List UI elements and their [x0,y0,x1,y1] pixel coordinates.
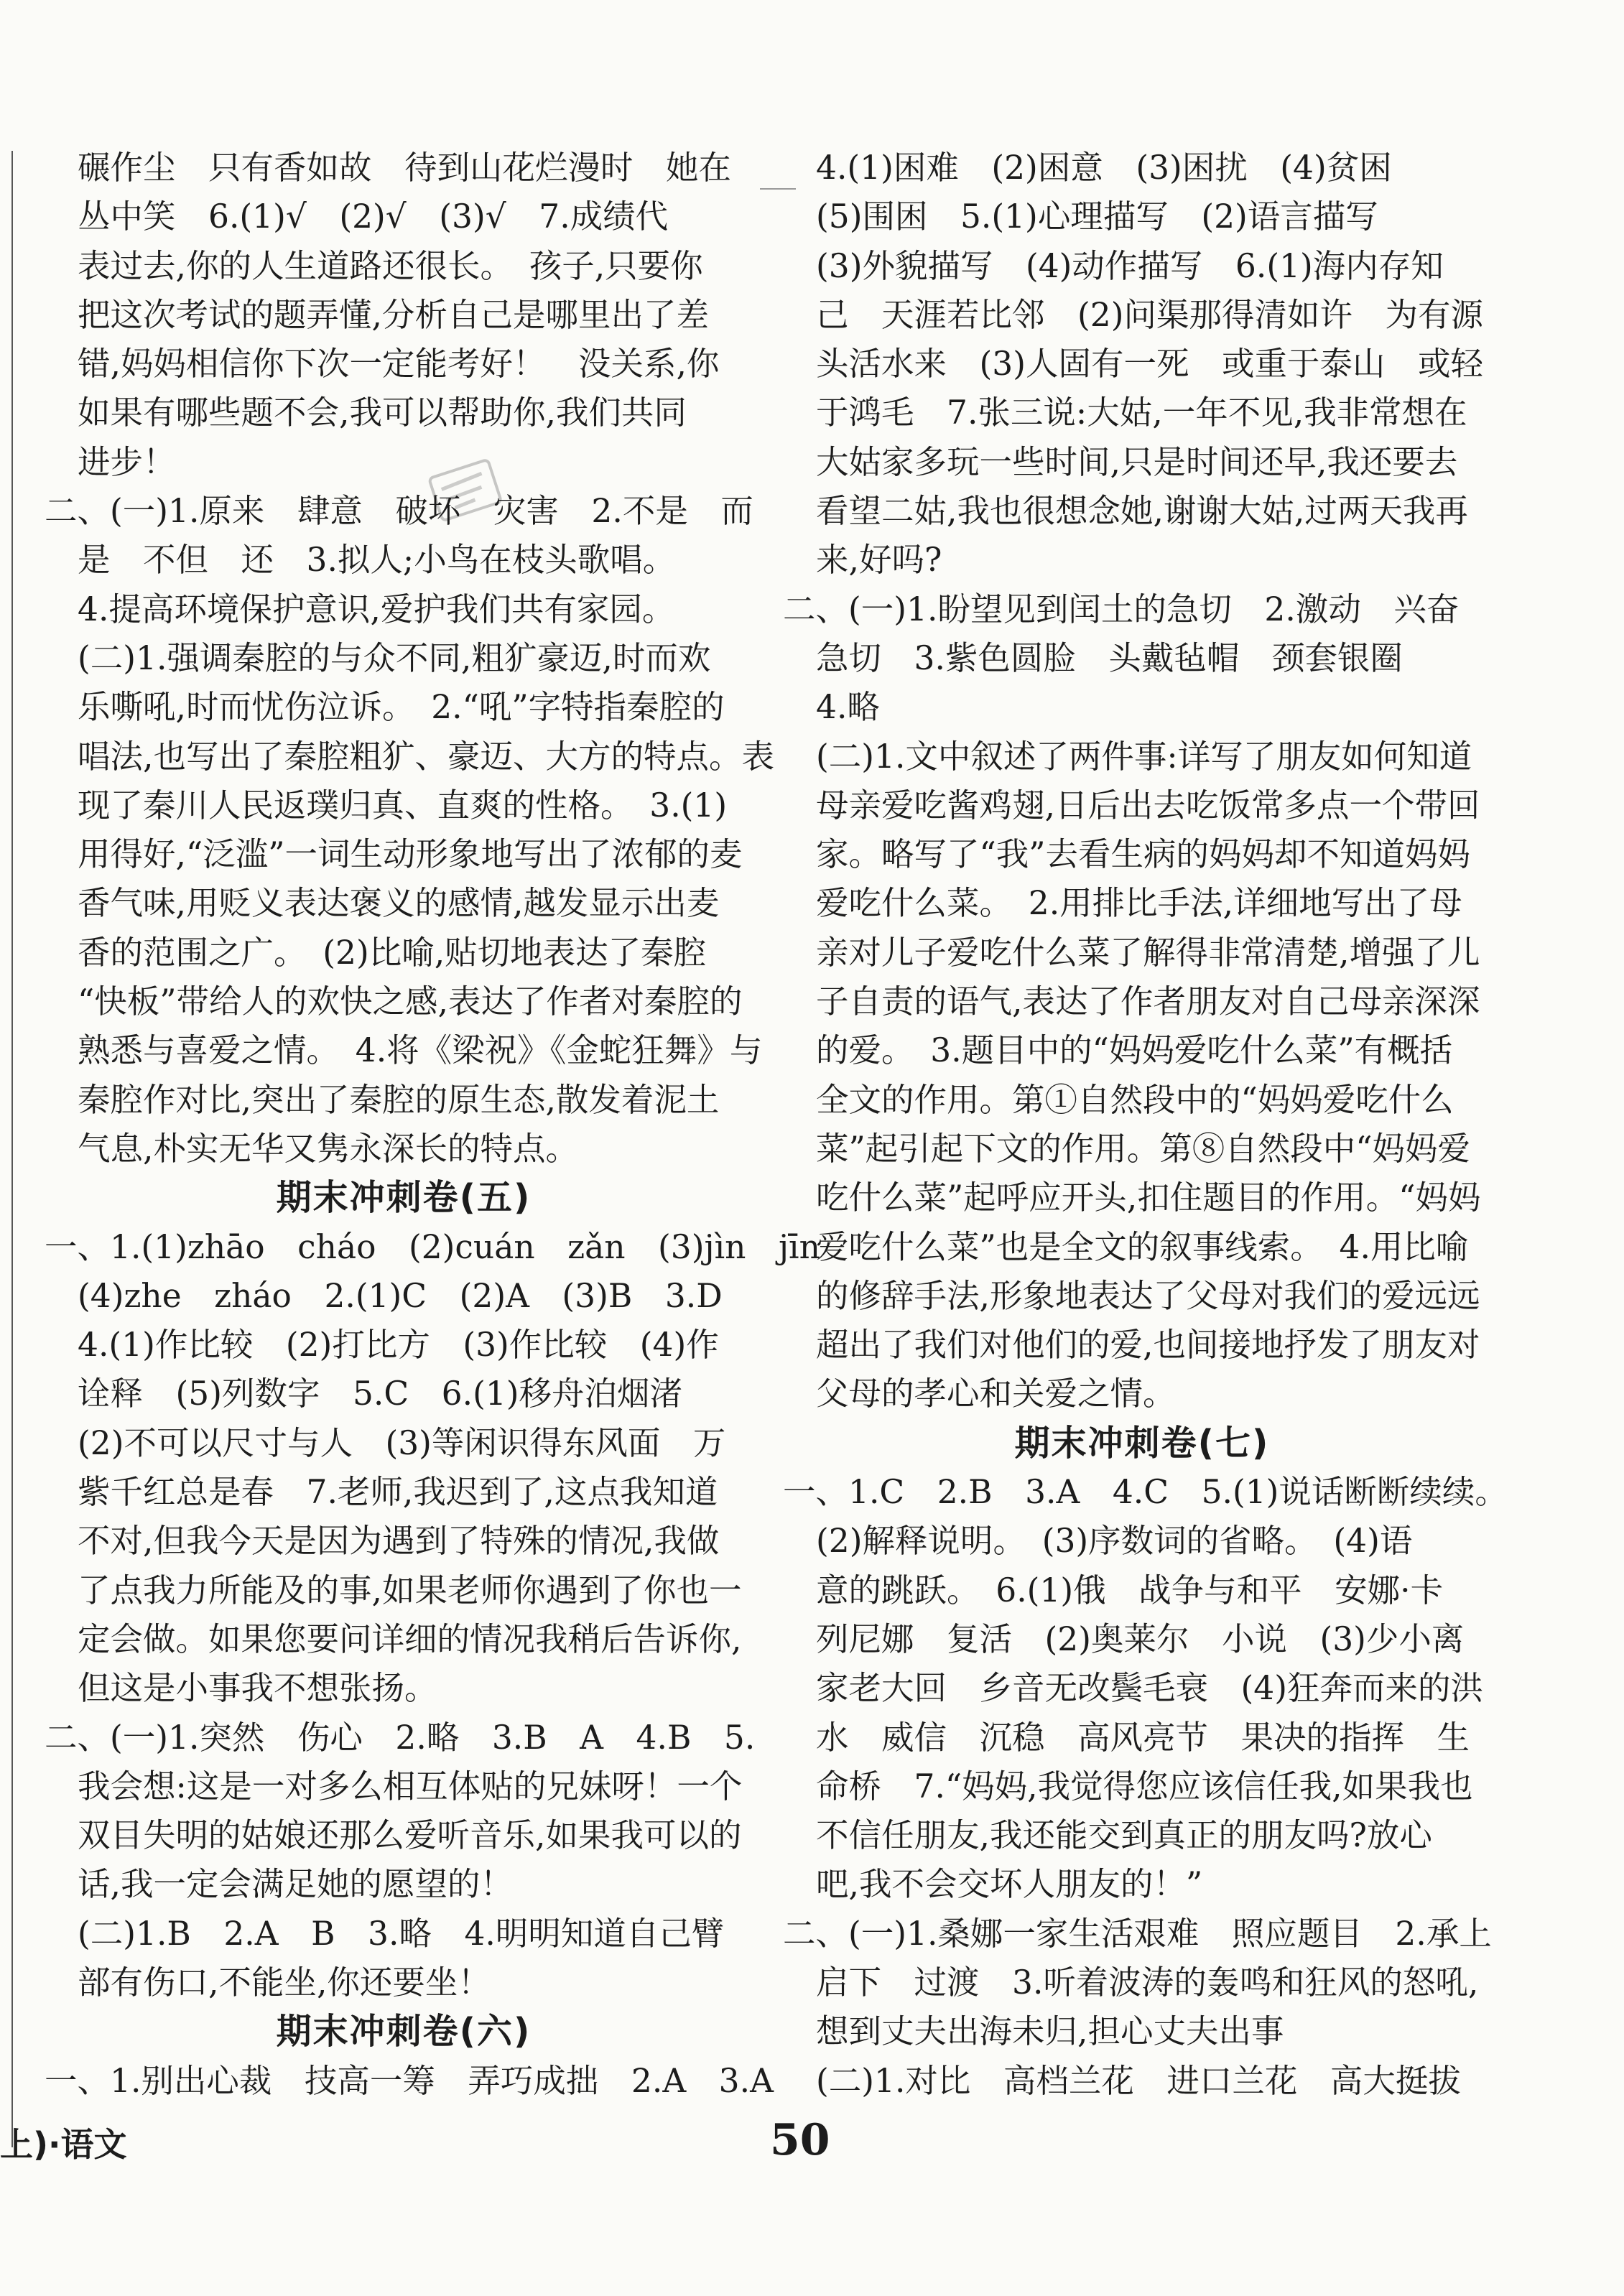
answer-line: 定会做。如果您要问详细的情况我稍后告诉你, [78,1619,742,1658]
left-column [45,144,820,2106]
section-heading-6: 期末冲刺卷(六) [276,2011,532,2053]
footer-subject: 上)·语文 [0,2125,127,2164]
answer-line: 但这是小事我不想张扬。 [78,1669,437,1708]
answer-line: (2)解释说明。 (3)序数词的省略。 (4)语 [816,1522,1413,1561]
binding-margin-line [11,151,13,2147]
answer-line: 头活水来 (3)人固有一死 或重于泰山 或轻 [816,345,1483,384]
answer-line: (二)1.文中叙述了两件事:详写了朋友如何知道 [816,737,1472,776]
answer-line: 用得好,“泛滥”一词生动形象地写出了浓郁的麦 [78,835,743,874]
answer-line: 吃什么菜”起呼应开头,扣住题目的作用。“妈妈 [816,1179,1481,1217]
answer-line: 不信任朋友,我还能交到真正的朋友吗?放心 [816,1816,1432,1855]
answer-line: 一、1.(1)zhāo cháo (2)cuán zǎn (3)jìn jīn [45,1227,820,1266]
answer-line: 现了秦川人民返璞归真、直爽的性格。 3.(1) [78,786,728,824]
answer-line: 诠释 (5)列数字 5.C 6.(1)移舟泊烟渚 [78,1375,683,1413]
answer-line: 4.(1)困难 (2)困意 (3)困扰 (4)贫困 [816,149,1392,187]
answer-line: (3)外貌描写 (4)动作描写 6.(1)海内存知 [816,246,1444,285]
answer-line: 爱吃什么菜。 2.用排比手法,详细地写出了母 [816,884,1462,923]
answer-line: 启下 过渡 3.听着波涛的轰鸣和狂风的怒吼, [816,1963,1479,2002]
answer-line: 菜”起引起下文的作用。第⑧自然段中“妈妈爱 [816,1129,1471,1168]
answer-line: 话,我一定会满足她的愿望的！ [78,1865,513,1904]
answer-line: (2)不可以尺寸与人 (3)等闲识得东风面 万 [78,1423,726,1462]
answer-line: 我会想:这是一对多么相互体贴的兄妹呀！一个 [78,1767,743,1805]
answer-line: 列尼娜 复活 (2)奥莱尔 小说 (3)少小离 [816,1619,1465,1658]
answer-line: 紫千红总是春 7.老师,我迟到了,这点我知道 [78,1473,718,1512]
answer-line: 一、1.别出心裁 技高一筹 弄巧成拙 2.A 3.A [45,2061,774,2100]
answer-line: 命桥 7.“妈妈,我觉得您应该信任我,如果我也 [816,1767,1473,1805]
answer-line: 吧,我不会交坏人朋友的！” [816,1865,1203,1904]
answer-line: 熟悉与喜爱之情。 4.将《梁祝》《金蛇狂舞》与 [78,1031,763,1070]
answer-line: 大姑家多玩一些时间,只是时间还早,我还要去 [816,442,1458,481]
answer-line: 亲对儿子爱吃什么菜了解得非常清楚,增强了儿 [816,933,1480,972]
answer-line: 了点我力所能及的事,如果老师你遇到了你也一 [78,1571,742,1609]
answer-line: 香的范围之广。 (2)比喻,贴切地表达了秦腔 [78,933,707,972]
answer-line: 唱法,也写出了秦腔粗犷、豪迈、大方的特点。表 [78,737,774,776]
answer-line: 丛中笑 6.(1)√ (2)√ (3)√ 7.成绩代 [78,197,669,236]
answer-line: 意的跳跃。 6.(1)俄 战争与和平 安娜·卡 [816,1571,1444,1609]
answer-line: 的修辞手法,形象地表达了父母对我们的爱远远 [816,1276,1480,1315]
right-column [783,144,1508,2106]
answer-line: 于鸿毛 7.张三说:大姑,一年不见,我非常想在 [816,394,1467,432]
answer-line: 二、(一)1.桑娜一家生活艰难 照应题目 2.承上 [783,1914,1492,1953]
answer-line: 错,妈妈相信你下次一定能考好！ 没关系,你 [78,345,720,384]
answer-line: “快板”带给人的欢快之感,表达了作者对秦腔的 [78,982,743,1021]
answer-line: 是 不但 还 3.拟人;小鸟在枝头歌唱。 [78,541,676,580]
answer-line: (二)1.对比 高档兰花 进口兰花 高大挺拔 [816,2061,1461,2100]
answer-line: 4.(1)作比较 (2)打比方 (3)作比较 (4)作 [78,1326,719,1365]
section-heading-7: 期末冲刺卷(七) [1014,1422,1270,1464]
page-number: 50 [770,2115,830,2165]
answer-line: 的爱。 3.题目中的“妈妈爱吃什么菜”有概括 [816,1031,1453,1070]
answer-line: 把这次考试的题弄懂,分析自己是哪里出了差 [78,295,709,334]
answer-line: 秦腔作对比,突出了秦腔的原生态,散发着泥土 [78,1080,720,1119]
answer-line: 想到丈夫出海未归,担心丈夫出事 [816,2012,1284,2051]
answer-line: 子自责的语气,表达了作者朋友对自己母亲深深 [816,982,1480,1021]
answer-line: 气息,朴实无华又隽永深长的特点。 [78,1129,578,1168]
answer-line: 进步！ [78,442,176,481]
answer-line: (二)1.B 2.A B 3.略 4.明明知道自己臂 [78,1914,725,1953]
answer-line: 4.提高环境保护意识,爱护我们共有家园。 [78,590,675,628]
answer-line: 部有伤口,不能坐,你还要坐！ [78,1963,491,2002]
answer-line: 不对,但我今天是因为遇到了特殊的情况,我做 [78,1522,720,1561]
answer-line: 双目失明的姑娘还那么爱听音乐,如果我可以的 [78,1816,742,1855]
answer-line: 己 天涯若比邻 (2)问渠那得清如许 为有源 [816,295,1483,334]
answer-line: (5)围困 5.(1)心理描写 (2)语言描写 [816,197,1378,236]
answer-line: 二、(一)1.原来 肆意 破坏 灾害 2.不是 而 [45,492,753,531]
answer-line: 全文的作用。第①自然段中的“妈妈爱吃什么 [816,1080,1454,1119]
answer-line: 4.略 [816,688,880,727]
answer-line: 母亲爱吃酱鸡翅,日后出去吃饭常多点一个带回 [816,786,1480,824]
answer-line: 二、(一)1.突然 伤心 2.略 3.B A 4.B 5. [45,1718,756,1757]
answer-line: 水 威信 沉稳 高风亮节 果决的指挥 生 [816,1718,1470,1757]
answer-line: 家。略写了“我”去看生病的妈妈却不知道妈妈 [816,835,1471,874]
answer-line: 碾作尘 只有香如故 待到山花烂漫时 她在 [78,149,732,187]
answer-line: (4)zhe zháo 2.(1)C (2)A (3)B 3.D [78,1276,723,1315]
answer-line: 家老大回 乡音无改鬓毛衰 (4)狂奔而来的洪 [816,1669,1483,1708]
answer-line: 来,好吗? [816,541,942,580]
answer-line: 乐嘶吼,时而忧伤泣诉。 2.“吼”字特指秦腔的 [78,688,725,727]
answer-line: 一、1.C 2.B 3.A 4.C 5.(1)说话断断续续。 [783,1473,1508,1512]
answer-line: 二、(一)1.盼望见到闰土的急切 2.激动 兴奋 [783,590,1460,628]
answer-line: 急切 3.紫色圆脸 头戴毡帽 颈套银圈 [816,638,1403,677]
answer-line: 超出了我们对他们的爱,也间接地抒发了朋友对 [816,1326,1480,1365]
answer-line: 如果有哪些题不会,我可以帮助你,我们共同 [78,394,687,432]
answer-line: 香气味,用贬义表达褒义的感情,越发显示出麦 [78,884,720,923]
answer-line: (二)1.强调秦腔的与众不同,粗犷豪迈,时而欢 [78,638,711,677]
section-heading-5: 期末冲刺卷(五) [276,1177,532,1219]
answer-line: 爱吃什么菜”也是全文的叙事线索。 4.用比喻 [816,1227,1469,1266]
answer-line: 看望二姑,我也很想念她,谢谢大姑,过两天我再 [816,492,1468,531]
answer-line: 父母的孝心和关爱之情。 [816,1375,1176,1413]
answer-line: 表过去,你的人生道路还很长。 孩子,只要你 [78,246,703,285]
